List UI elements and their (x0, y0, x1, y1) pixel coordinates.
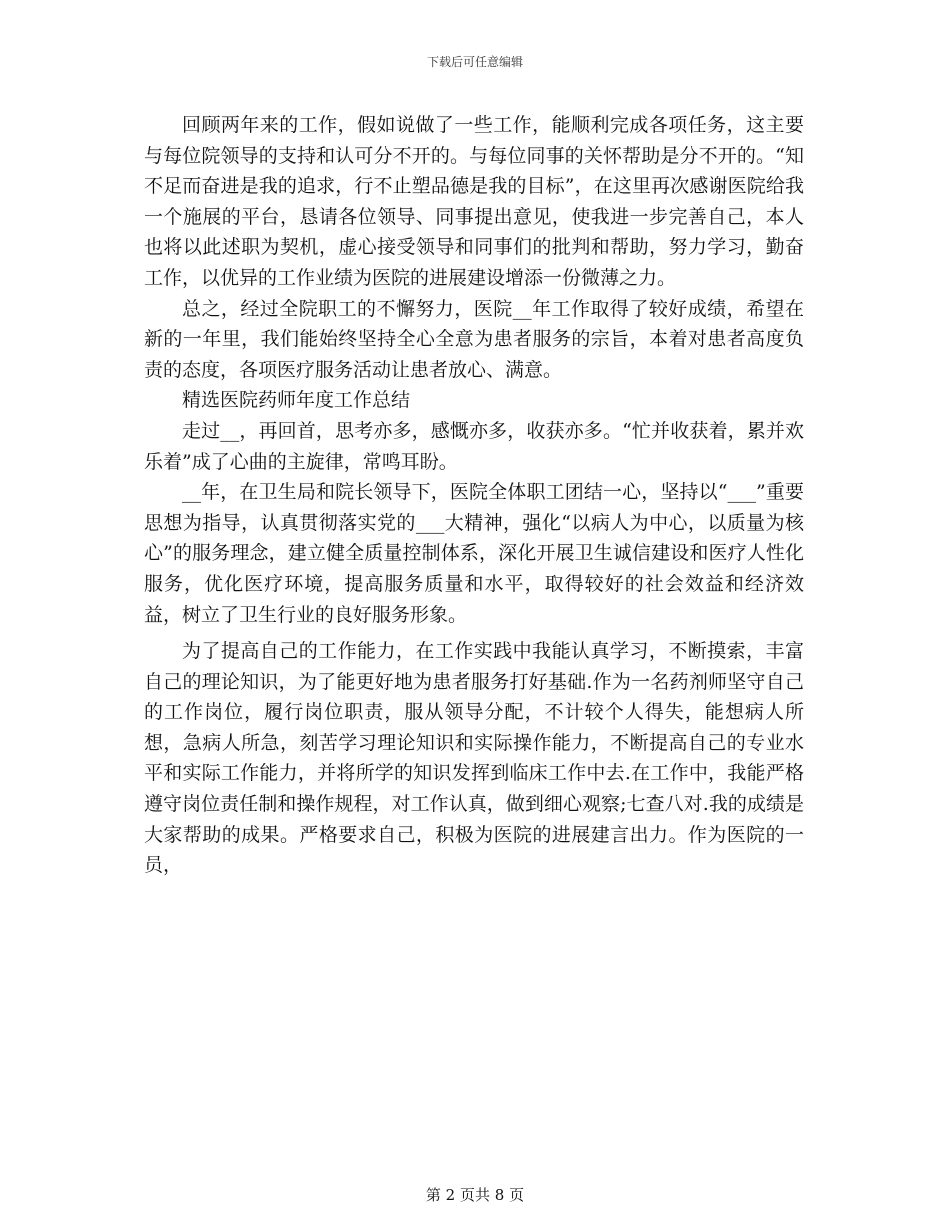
page-number: 第 2 页共 8 页 (425, 1186, 525, 1204)
paragraph: __年，在卫生局和院长领导下，医院全体职工团结一心，坚持以“___”重要思想为指导，认真贯彻落实党的___大精神，强化“以病人为中心，以质量为核心”的服务理念，建立健全质量控制体系，深化开展卫生诚信建设和医疗人性化服务，优化医疗环境，提高服务质量和水平，取得较好的社会效益和经济效益，树立了卫生行业的良好服务形象。 (144, 481, 804, 626)
document-body (144, 110, 804, 881)
section-heading: 精选医院药师年度工作总结 (182, 389, 411, 412)
paragraph: 走过__，再回首，思考亦多，感慨亦多，收获亦多。“忙并收获着，累并欢乐着”成了心曲的主旋律，常鸣耳盼。 (144, 419, 804, 473)
paragraph: 为了提高自己的工作能力，在工作实践中我能认真学习，不断摸索，丰富自己的理论知识，为了能更好地为患者服务打好基础.作为一名药剂师坚守自己的工作岗位，履行岗位职责，服从领导分配，不计较个人得失，能想病人所想，急病人所急，刻苦学习理论知识和实际操作能力，不断提高自己的专业水平和实际工作能力，并将所学的知识发挥到临床工作中去.在工作中，我能严格遵守岗位责任制和操作规程，对工作认真，做到细心观察;七查八对.我的成绩是大家帮助的成果。严格要求自己，积极为医院的进展建言出力。作为医院的一员， (144, 640, 804, 877)
paragraph: 总之，经过全院职工的不懈努力，医院__年工作取得了较好成绩，希望在新的一年里，我们能始终坚持全心全意为患者服务的宗旨，本着对患者高度负责的态度，各项医疗服务活动让患者放心、满意。 (144, 297, 804, 381)
page-header: 下载后可任意编辑 (426, 55, 523, 69)
paragraph: 回顾两年来的工作，假如说做了一些工作，能顺利完成各项任务，这主要与每位院领导的支持和认可分不开的。与每位同事的关怀帮助是分不开的。“知不足而奋进是我的追求，行不止塑品德是我的目标”，在这里再次感谢医院给我一个施展的平台，恳请各位领导、同事提出意见，使我进一步完善自己，本人也将以此述职为契机，虚心接受领导和同事们的批判和帮助，努力学习，勤奋工作，以优异的工作业绩为医院的进展建设增添一份微薄之力。 (144, 114, 804, 289)
